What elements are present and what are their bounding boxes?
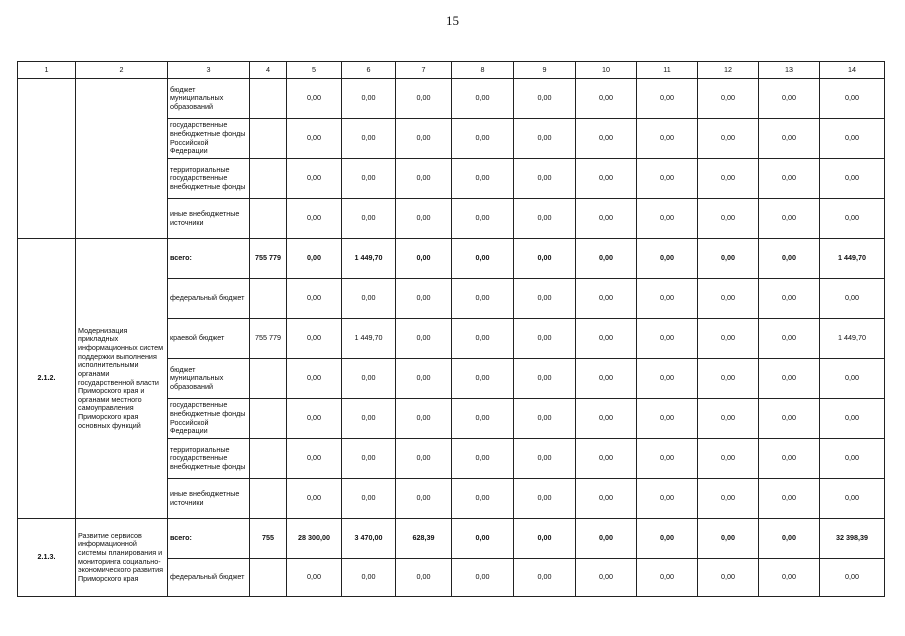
column-number-row [18, 62, 885, 79]
amount-cell: 0,00 [452, 279, 514, 319]
budget-code [250, 159, 287, 199]
amount-cell: 0,00 [637, 119, 698, 159]
column-number: 10 [576, 62, 637, 79]
amount-cell: 0,00 [514, 479, 576, 519]
amount-cell: 0,00 [698, 159, 759, 199]
amount-cell: 0,00 [342, 359, 396, 399]
budget-code [250, 559, 287, 597]
amount-cell: 0,00 [396, 279, 452, 319]
amount-cell: 32 398,39 [820, 519, 885, 559]
amount-cell: 3 470,00 [342, 519, 396, 559]
amount-cell: 0,00 [452, 319, 514, 359]
budget-code [250, 119, 287, 159]
amount-cell: 0,00 [576, 359, 637, 399]
amount-cell: 0,00 [759, 439, 820, 479]
amount-cell: 0,00 [698, 199, 759, 239]
amount-cell: 0,00 [820, 279, 885, 319]
amount-cell: 0,00 [576, 559, 637, 597]
amount-cell: 0,00 [820, 79, 885, 119]
column-number: 6 [342, 62, 396, 79]
amount-cell: 0,00 [759, 79, 820, 119]
amount-cell: 0,00 [287, 239, 342, 279]
amount-cell: 0,00 [820, 559, 885, 597]
amount-cell: 0,00 [287, 119, 342, 159]
amount-cell: 0,00 [514, 519, 576, 559]
amount-cell: 0,00 [452, 239, 514, 279]
amount-cell: 0,00 [514, 319, 576, 359]
amount-cell: 0,00 [452, 399, 514, 439]
budget-code [250, 479, 287, 519]
amount-cell: 0,00 [576, 199, 637, 239]
budget-code [250, 199, 287, 239]
amount-cell: 0,00 [698, 359, 759, 399]
amount-cell: 0,00 [820, 159, 885, 199]
amount-cell: 0,00 [287, 439, 342, 479]
amount-cell: 0,00 [820, 119, 885, 159]
amount-cell: 0,00 [820, 479, 885, 519]
amount-cell: 0,00 [698, 559, 759, 597]
item-index [18, 79, 76, 239]
amount-cell: 0,00 [698, 279, 759, 319]
amount-cell: 0,00 [287, 159, 342, 199]
amount-cell: 0,00 [759, 279, 820, 319]
amount-cell: 0,00 [514, 79, 576, 119]
amount-cell: 0,00 [452, 159, 514, 199]
amount-cell: 0,00 [698, 79, 759, 119]
amount-cell: 0,00 [637, 279, 698, 319]
amount-cell: 0,00 [698, 319, 759, 359]
budget-code [250, 359, 287, 399]
amount-cell: 0,00 [576, 159, 637, 199]
table-row [18, 519, 885, 559]
column-number: 2 [76, 62, 168, 79]
funding-source-label: иные внебюджетные источники [168, 479, 250, 519]
amount-cell: 0,00 [452, 359, 514, 399]
item-index: 2.1.2. [18, 239, 76, 519]
funding-source-label: бюджет муниципальных образований [168, 79, 250, 119]
amount-cell: 28 300,00 [287, 519, 342, 559]
amount-cell: 0,00 [452, 79, 514, 119]
funding-source-label: всего: [168, 239, 250, 279]
amount-cell: 0,00 [342, 399, 396, 439]
funding-source-label: государственные внебюджетные фонды Российской Федерации [168, 399, 250, 439]
amount-cell: 0,00 [576, 439, 637, 479]
column-number: 11 [637, 62, 698, 79]
column-number: 7 [396, 62, 452, 79]
amount-cell: 0,00 [287, 319, 342, 359]
amount-cell: 0,00 [287, 359, 342, 399]
amount-cell: 0,00 [576, 399, 637, 439]
column-number: 1 [18, 62, 76, 79]
amount-cell: 0,00 [514, 279, 576, 319]
budget-code: 755 [250, 519, 287, 559]
funding-source-label: федеральный бюджет [168, 279, 250, 319]
amount-cell: 0,00 [287, 559, 342, 597]
amount-cell: 0,00 [637, 399, 698, 439]
column-number: 4 [250, 62, 287, 79]
amount-cell: 0,00 [342, 559, 396, 597]
amount-cell: 0,00 [287, 199, 342, 239]
amount-cell: 0,00 [576, 79, 637, 119]
amount-cell: 0,00 [514, 359, 576, 399]
amount-cell: 0,00 [396, 359, 452, 399]
column-number: 13 [759, 62, 820, 79]
page-number: 15 [446, 13, 459, 28]
funding-source-label: всего: [168, 519, 250, 559]
amount-cell: 0,00 [576, 319, 637, 359]
column-number: 3 [168, 62, 250, 79]
amount-cell: 0,00 [396, 439, 452, 479]
column-number: 12 [698, 62, 759, 79]
amount-cell: 0,00 [698, 119, 759, 159]
amount-cell: 0,00 [759, 519, 820, 559]
amount-cell: 0,00 [396, 239, 452, 279]
amount-cell: 0,00 [452, 559, 514, 597]
budget-code: 755 779 [250, 239, 287, 279]
amount-cell: 0,00 [287, 479, 342, 519]
amount-cell: 0,00 [514, 439, 576, 479]
amount-cell: 0,00 [342, 199, 396, 239]
amount-cell: 0,00 [759, 359, 820, 399]
amount-cell: 0,00 [514, 159, 576, 199]
budget-code [250, 79, 287, 119]
amount-cell: 0,00 [637, 559, 698, 597]
item-description: Развитие сервисов информационной системы планирования и мониторинга социально-экономического развития Приморского края [76, 519, 168, 597]
amount-cell: 0,00 [759, 399, 820, 439]
amount-cell: 0,00 [698, 439, 759, 479]
funding-source-label: территориальные государственные внебюджетные фонды [168, 439, 250, 479]
amount-cell: 0,00 [514, 399, 576, 439]
funding-source-label: бюджет муниципальных образований [168, 359, 250, 399]
amount-cell: 1 449,70 [820, 239, 885, 279]
amount-cell: 0,00 [698, 399, 759, 439]
amount-cell: 0,00 [576, 519, 637, 559]
column-number: 5 [287, 62, 342, 79]
item-description [76, 79, 168, 239]
amount-cell: 0,00 [698, 239, 759, 279]
table-row [18, 79, 885, 119]
amount-cell: 0,00 [759, 479, 820, 519]
amount-cell: 0,00 [759, 319, 820, 359]
amount-cell: 0,00 [342, 79, 396, 119]
amount-cell: 0,00 [637, 239, 698, 279]
amount-cell: 0,00 [514, 199, 576, 239]
funding-source-label: федеральный бюджет [168, 559, 250, 597]
amount-cell: 0,00 [452, 519, 514, 559]
amount-cell: 0,00 [287, 79, 342, 119]
amount-cell: 0,00 [342, 159, 396, 199]
funding-source-label: территориальные государственные внебюджетные фонды [168, 159, 250, 199]
budget-code [250, 279, 287, 319]
funding-source-label: иные внебюджетные источники [168, 199, 250, 239]
amount-cell: 1 449,70 [820, 319, 885, 359]
amount-cell: 0,00 [637, 479, 698, 519]
item-index: 2.1.3. [18, 519, 76, 597]
amount-cell: 0,00 [342, 119, 396, 159]
amount-cell: 0,00 [637, 79, 698, 119]
amount-cell: 0,00 [396, 479, 452, 519]
amount-cell: 0,00 [514, 559, 576, 597]
budget-code [250, 399, 287, 439]
funding-source-label: государственные внебюджетные фонды Российской Федерации [168, 119, 250, 159]
column-number: 9 [514, 62, 576, 79]
amount-cell: 0,00 [637, 199, 698, 239]
amount-cell: 0,00 [452, 479, 514, 519]
amount-cell: 0,00 [637, 439, 698, 479]
amount-cell: 0,00 [637, 319, 698, 359]
amount-cell: 0,00 [820, 199, 885, 239]
amount-cell: 0,00 [452, 199, 514, 239]
budget-code [250, 439, 287, 479]
amount-cell: 0,00 [342, 439, 396, 479]
amount-cell: 0,00 [637, 519, 698, 559]
amount-cell: 0,00 [820, 359, 885, 399]
amount-cell: 628,39 [396, 519, 452, 559]
amount-cell: 0,00 [759, 239, 820, 279]
amount-cell: 0,00 [396, 79, 452, 119]
amount-cell: 0,00 [820, 399, 885, 439]
amount-cell: 0,00 [396, 399, 452, 439]
amount-cell: 1 449,70 [342, 239, 396, 279]
amount-cell: 0,00 [759, 119, 820, 159]
amount-cell: 1 449,70 [342, 319, 396, 359]
amount-cell: 0,00 [396, 559, 452, 597]
funding-source-label: краевой бюджет [168, 319, 250, 359]
amount-cell: 0,00 [514, 239, 576, 279]
amount-cell: 0,00 [637, 359, 698, 399]
amount-cell: 0,00 [576, 479, 637, 519]
amount-cell: 0,00 [396, 199, 452, 239]
amount-cell: 0,00 [759, 159, 820, 199]
amount-cell: 0,00 [576, 239, 637, 279]
amount-cell: 0,00 [287, 279, 342, 319]
table-row [18, 239, 885, 279]
amount-cell: 0,00 [759, 559, 820, 597]
amount-cell: 0,00 [514, 119, 576, 159]
amount-cell: 0,00 [698, 479, 759, 519]
amount-cell: 0,00 [396, 319, 452, 359]
amount-cell: 0,00 [452, 439, 514, 479]
column-number: 14 [820, 62, 885, 79]
amount-cell: 0,00 [342, 279, 396, 319]
budget-code: 755 779 [250, 319, 287, 359]
amount-cell: 0,00 [287, 399, 342, 439]
budget-table [17, 61, 885, 597]
amount-cell: 0,00 [637, 159, 698, 199]
amount-cell: 0,00 [396, 119, 452, 159]
amount-cell: 0,00 [342, 479, 396, 519]
amount-cell: 0,00 [396, 159, 452, 199]
amount-cell: 0,00 [452, 119, 514, 159]
amount-cell: 0,00 [698, 519, 759, 559]
column-number: 8 [452, 62, 514, 79]
amount-cell: 0,00 [820, 439, 885, 479]
amount-cell: 0,00 [576, 279, 637, 319]
amount-cell: 0,00 [576, 119, 637, 159]
amount-cell: 0,00 [759, 199, 820, 239]
item-description: Модернизация прикладных информационных систем поддержки выполнения исполнительными органами государственной власти Приморского края и органами местного самоуправления Приморского края основных функций [76, 239, 168, 519]
